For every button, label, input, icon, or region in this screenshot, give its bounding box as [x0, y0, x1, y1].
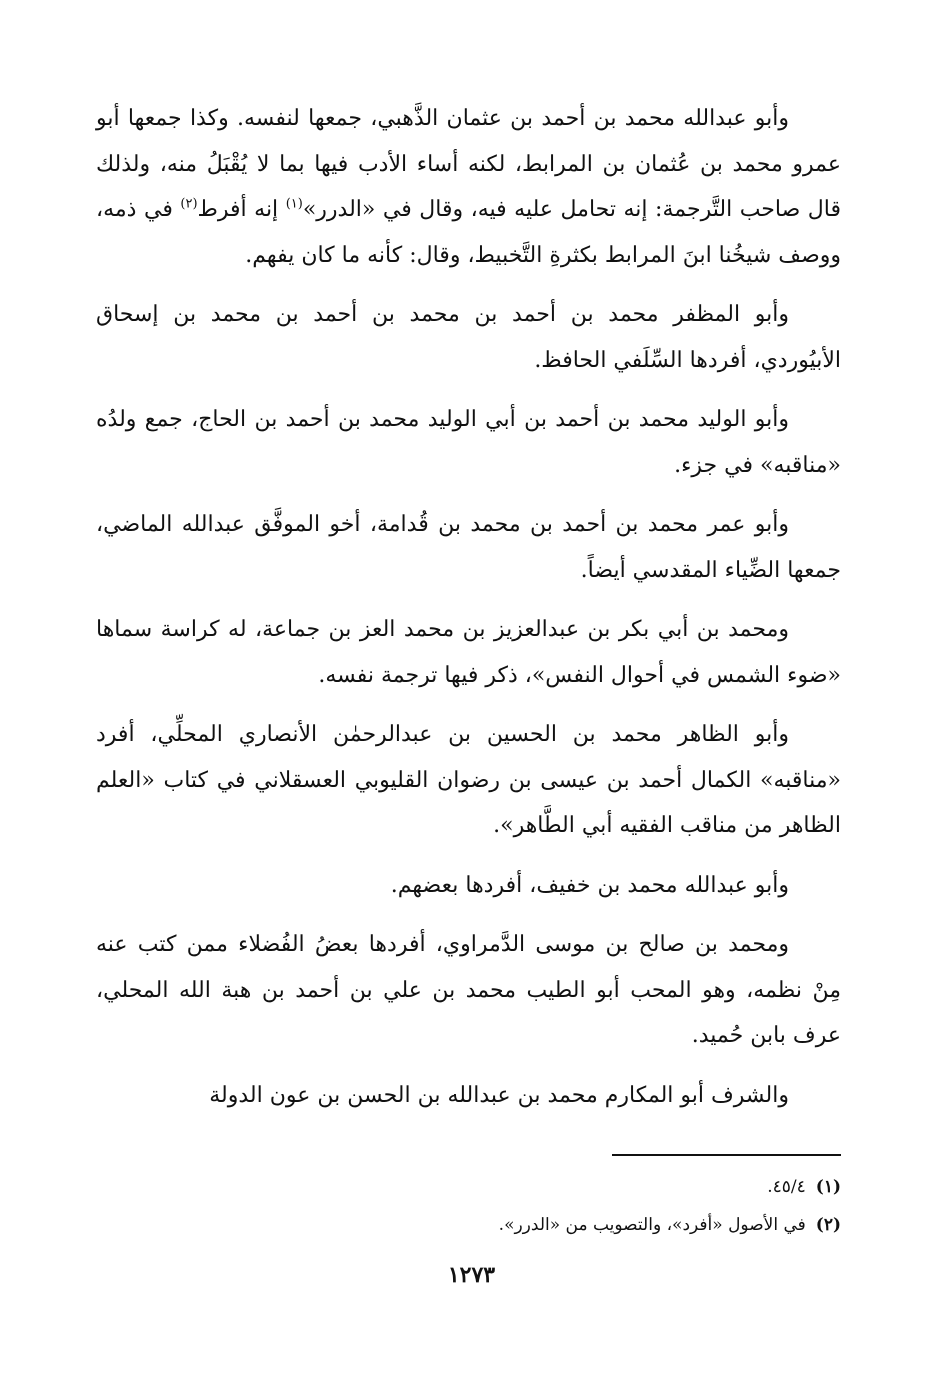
paragraph-3: وأبو الوليد محمد بن أحمد بن أبي الوليد محمد بن أحمد بن الحاج، جمع ولدُه «مناقبه» في جزء. — [96, 407, 841, 478]
footnote-1-number: (١) — [815, 1177, 841, 1197]
paragraph-6: وأبو الظاهر محمد بن الحسين بن عبدالرحمٰن الأنصاري المحلِّي، أفرد «مناقبه» الكمال أحمد بن عيسى بن رضوان القليوبي العسقلاني في كتاب «العلم الظاهر من مناقب الفقيه أبي الطَّاهر». — [96, 722, 841, 838]
footnote-1-text: ٤٥/٤. — [767, 1177, 806, 1197]
footnote-2-number: (٢) — [815, 1215, 841, 1235]
footnote-1 — [96, 1168, 841, 1206]
footnote-ref-1[interactable]: (١) — [285, 196, 303, 212]
paragraph-5: ومحمد بن أبي بكر بن عبدالعزيز بن محمد العز بن جماعة، له كراسة سماها «ضوء الشمس في أحوال النفس»، ذكر فيها ترجمة نفسه. — [96, 617, 841, 688]
page-number: ١٢٧٣ — [447, 1262, 496, 1288]
footnote-ref-2[interactable]: (٢) — [180, 196, 198, 212]
paragraph-1-text-start: وأبو عبدالله محمد بن أحمد بن عثمان الذَّهبي، جمعها لنفسه. وكذا جمعها أبو عمرو محمد بن عُثمان بن المرابط، لكنه أساء الأدب فيها بما لا يُقْبَلُ منه، ولذلك قال صاحب التَّرجمة: إنه تحامل عليه فيه، وقال في «الدرر» — [96, 106, 841, 222]
paragraph-7: وأبو عبدالله محمد بن خفيف، أفردها بعضهم. — [390, 872, 789, 898]
paragraph-9: والشرف أبو المكارم محمد بن عبدالله بن الحسن بن عون الدولة — [209, 1082, 789, 1108]
paragraph-1 — [96, 96, 841, 278]
paragraph-2: وأبو المظفر محمد بن أحمد بن محمد بن أحمد بن محمد بن إسحاق الأبيُوردي، أفردها السِّلَفي الحافظ. — [96, 302, 841, 373]
main-text — [96, 96, 841, 1118]
footnote-divider — [612, 1154, 841, 1156]
paragraph-1-text-end: في ذمه، ووصف شيخُنا ابنَ المرابط بكثرةِ التَّخبيط، وقال: كأنه ما كان يفهم. — [96, 197, 841, 268]
footnote-2 — [96, 1206, 841, 1244]
footnote-2-text: في الأصول «أفرد»، والتصويب من «الدرر». — [498, 1215, 806, 1235]
paragraph-4: وأبو عمر محمد بن أحمد بن محمد بن قُدامة، أخو الموفَّق عبدالله الماضي، جمعها الضِّياء المقدسي أيضاً. — [96, 512, 841, 583]
paragraph-1-text-middle: إنه أفرط — [197, 197, 286, 222]
paragraph-8: ومحمد بن صالح بن موسى الدَّمراوي، أفردها بعضُ الفُضلاء ممن كتب عنه مِنْ نظمه، وهو المحب أبو الطيب محمد بن علي بن أحمد بن هبة الله المحلي، عرف بابن حُميد. — [96, 932, 841, 1048]
footnotes — [96, 1168, 841, 1244]
